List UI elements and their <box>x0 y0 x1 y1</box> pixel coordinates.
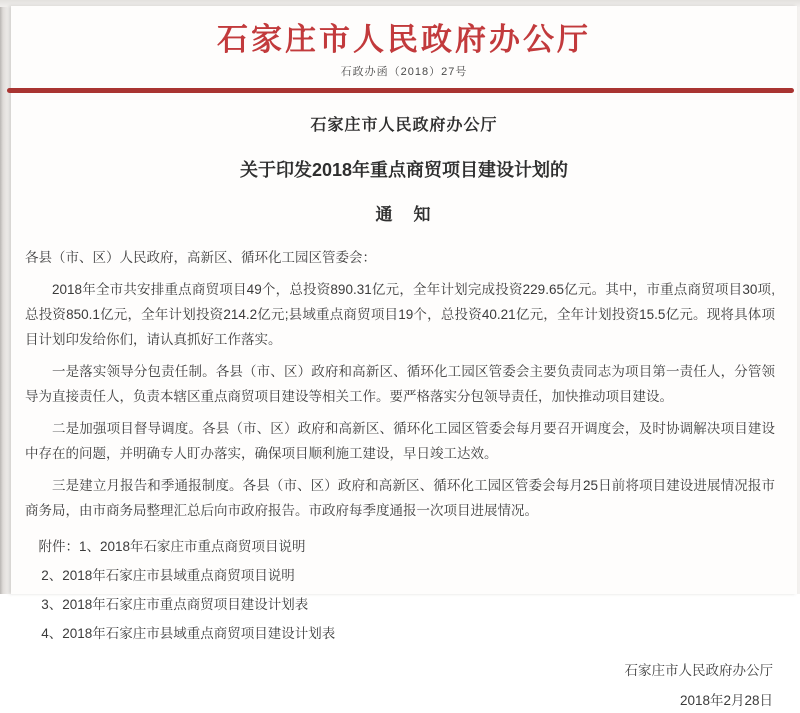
body-paragraph-2: 一是落实领导分包责任制。各县（市、区）政府和高新区、循环化工园区管委会主要负责同志为项目第一责任人，分管领导为直接责任人，负责本辖区重点商贸项目建设等相关工作。要严格落实分包领导责任，加快推动项目建设。 <box>25 364 775 404</box>
letterhead-agency: 石家庄市人民政府办公厅 <box>217 22 591 57</box>
attachment-line-1 <box>25 534 775 559</box>
document-page <box>11 6 797 708</box>
body-paragraph-4: 三是建立月报告和季通报制度。各县（市、区）政府和高新区、循环化工园区管委会每月25日前将项目建设进展情况报市商务局，由市商务局整理汇总后向市政府报告。市政府每季度通报一次项目进展情况。 <box>25 478 775 518</box>
attachment-item-1: 1、2018年石家庄市重点商贸项目说明 <box>79 539 306 554</box>
attachment-item-4: 4、2018年石家庄市县域重点商贸项目建设计划表 <box>41 626 336 641</box>
title-notice-word: 通 知 <box>375 205 433 224</box>
body-paragraph-1: 2018年全市共安排重点商贸项目49个，总投资890.31亿元，全年计划完成投资229.65亿元。其中，市重点商贸项目30项,总投资850.1亿元，全年计划投资214.2亿元;县域重点商贸项目19个，总投资40.21亿元，全年计划投资15.5亿元。现将具体项目计划印发给你们，请认真抓好工作落实。 <box>25 282 775 347</box>
document-body <box>11 245 797 713</box>
red-divider <box>7 88 794 93</box>
title-agency-line: 石家庄市人民政府办公厅 <box>310 117 498 134</box>
doc-number: 石政办函（2018）27号 <box>340 66 468 78</box>
signature-agency: 石家庄市人民政府办公厅 <box>624 663 773 678</box>
attachments-label: 附件： <box>38 539 79 554</box>
body-paragraph-3: 二是加强项目督导调度。各县（市、区）政府和高新区、循环化工园区管委会每月要召开调度会，及时协调解决项目建设中存在的问题，并明确专人盯办落实，确保项目顺利施工建设，早日竣工达效。 <box>25 421 775 461</box>
signature-block <box>25 658 775 713</box>
title-subject-line: 关于印发2018年重点商贸项目建设计划的 <box>239 160 569 180</box>
salutation: 各县（市、区）人民政府，高新区、循环化工园区管委会： <box>25 250 376 265</box>
signature-date: 2018年2月28日 <box>679 693 773 708</box>
attachment-item-2: 2、2018年石家庄市县域重点商贸项目说明 <box>41 568 295 583</box>
letterhead <box>11 6 797 79</box>
attachment-item-3: 3、2018年石家庄市重点商贸项目建设计划表 <box>41 597 309 612</box>
